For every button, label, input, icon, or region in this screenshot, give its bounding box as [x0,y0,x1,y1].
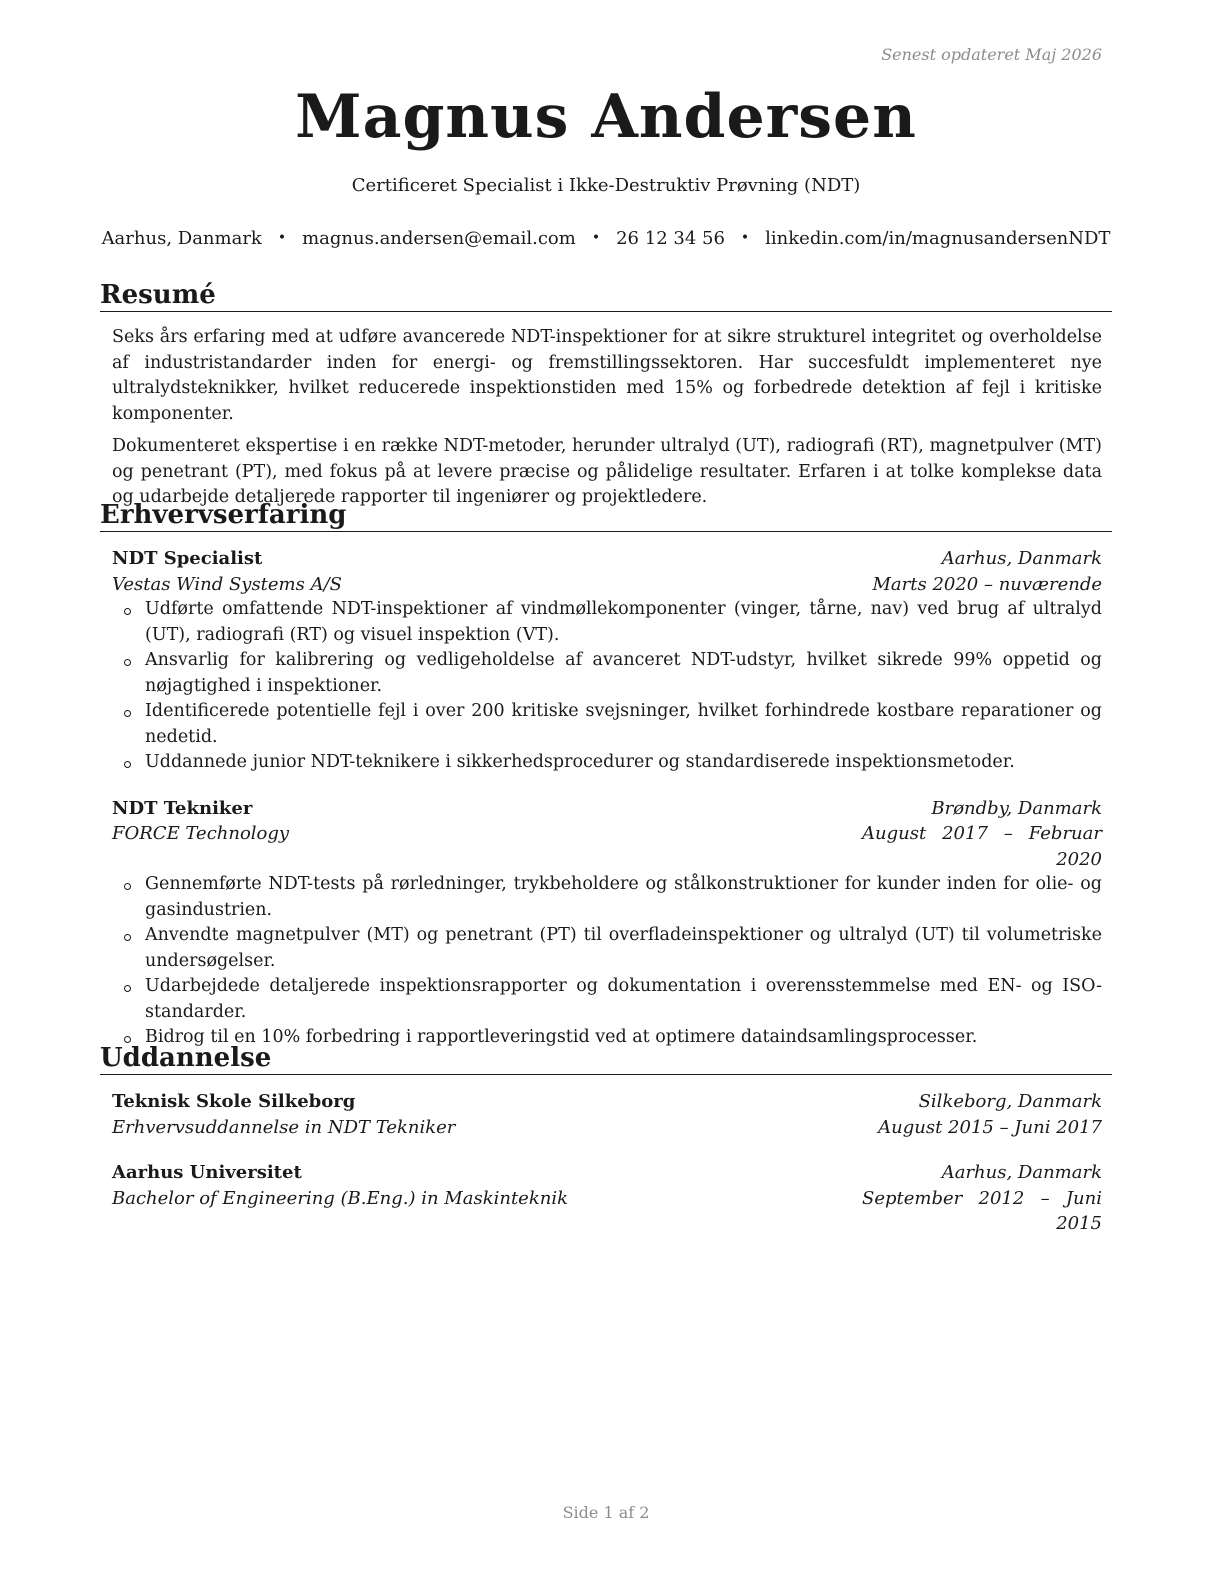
education-heading: Uddannelse [100,1043,1112,1075]
contact-phone: 26 12 34 56 [616,228,725,249]
job-period: August 2017 – Februar 2020 [862,823,1102,870]
list-item [112,750,1102,776]
school-name: Teknisk Skole Silkeborg [112,1091,356,1112]
experience-heading: Erhvervserfaring [100,500,1112,532]
contact-separator: • [740,230,750,246]
bullet-circle-icon [124,761,131,768]
education-period: September 2012 – Juni 2015 [862,1187,1102,1234]
degree: Erhvervsuddannelse in NDT Tekniker [112,1116,456,1138]
bullet-text: Anvendte magnetpulver (MT) og penetrant (PT) til overfladeinspektioner og ultralyd (UT) til volumetriske undersøgelser. [145,925,1102,971]
experience-section [100,500,1112,1051]
school-location: Silkeborg, Danmark [918,1091,1102,1112]
job-company: Vestas Wind Systems A/S [112,573,342,595]
summary-section [100,280,1112,511]
candidate-title: Certificeret Specialist i Ikke-Destruktiv Prøvning (NDT) [351,175,861,196]
list-item [112,923,1102,974]
job-entry [100,546,1112,776]
summary-paragraph: Seks års erfaring med at udføre avancerede NDT-inspektioner for at sikre strukturel integritet og overholdelse af industristandarder inden for energi- og fremstillingssektoren. Har succesfuldt implementeret nye ultralydsteknikker, hvilket reducerede inspektionstiden med 15% og forbedrede detektion af fejl i kritiske komponenter. [112,327,1102,424]
school-location: Aarhus, Danmark [941,1162,1102,1183]
job-role: NDT Specialist [112,548,263,569]
contact-linkedin[interactable]: linkedin.com/in/magnusandersenNDT [765,228,1111,249]
contact-email[interactable]: magnus.andersen@email.com [302,228,576,249]
bullet-text: Ansvarlig for kalibrering og vedligeholdelse af avanceret NDT-udstyr, hvilket sikrede 99% oppetid og nøjagtighed i inspektioner. [145,650,1102,696]
bullet-circle-icon [124,710,131,717]
bullet-text: Gennemførte NDT-tests på rørledninger, trykbeholdere og stålkonstruktioner for kunder inden for olie- og gasindustrien. [145,874,1102,920]
job-bullets [112,872,1102,1051]
contact-line [100,228,1112,249]
education-period: August 2015 – Juni 2017 [878,1116,1102,1138]
job-entry [100,796,1112,1051]
list-item [112,648,1102,699]
summary-body [100,325,1112,511]
job-period: Marts 2020 – nuværende [872,573,1102,595]
bullet-text: Bidrog til en 10% forbedring i rapportleveringstid ved at optimere dataindsamlingsprocesser. [145,1027,978,1047]
contact-separator: • [277,230,287,246]
list-item [112,974,1102,1025]
education-entry [100,1160,1112,1237]
bullet-circle-icon [124,985,131,992]
summary-paragraph: Dokumenteret ekspertise i en række NDT-metoder, herunder ultralyd (UT), radiografi (RT), magnetpulver (MT) og penetrant (PT), med fokus på at levere præcise og pålidelige resultater. Erfaren i at tolke komplekse data og udarbejde detaljerede rapporter til ingeniører og projektledere. [112,436,1102,507]
summary-heading: Resumé [100,280,1112,312]
job-location: Aarhus, Danmark [941,548,1102,569]
bullet-circle-icon [124,883,131,890]
candidate-name: Magnus Andersen [295,82,917,152]
bullet-text: Identificerede potentielle fejl i over 200 kritiske svejsninger, hvilket forhindrede kostbare reparationer og nedetid. [145,701,1102,747]
bullet-text: Udførte omfattende NDT-inspektioner af vindmøllekomponenter (vinger, tårne, nav) ved brug af ultralyd (UT), radiografi (RT) og visuel inspektion (VT). [145,599,1102,645]
list-item [112,597,1102,648]
job-bullets [112,597,1102,776]
job-location: Brøndby, Danmark [931,797,1102,819]
contact-location: Aarhus, Danmark [101,228,262,249]
page-number: Side 1 af 2 [562,1503,650,1522]
school-name: Aarhus Universitet [112,1162,302,1183]
bullet-circle-icon [124,934,131,941]
last-updated: Senest opdateret Maj 2026 [881,45,1102,64]
list-item [112,872,1102,923]
degree: Bachelor of Engineering (B.Eng.) in Maskinteknik [112,1187,569,1209]
bullet-circle-icon [124,608,131,615]
job-company: FORCE Technology [112,823,290,844]
education-entry [100,1089,1112,1140]
bullet-text: Udarbejdede detaljerede inspektionsrapporter og dokumentation i overensstemmelse med EN- og ISO-standarder. [145,976,1102,1022]
bullet-circle-icon [124,1036,131,1043]
job-role: NDT Tekniker [112,797,253,819]
education-section [100,1043,1112,1237]
bullet-circle-icon [124,659,131,666]
contact-separator: • [591,230,601,246]
list-item [112,699,1102,750]
bullet-text: Uddannede junior NDT-teknikere i sikkerhedsprocedurer og standardiserede inspektionsmetoder. [145,752,1015,772]
resume-page [100,0,1112,1584]
